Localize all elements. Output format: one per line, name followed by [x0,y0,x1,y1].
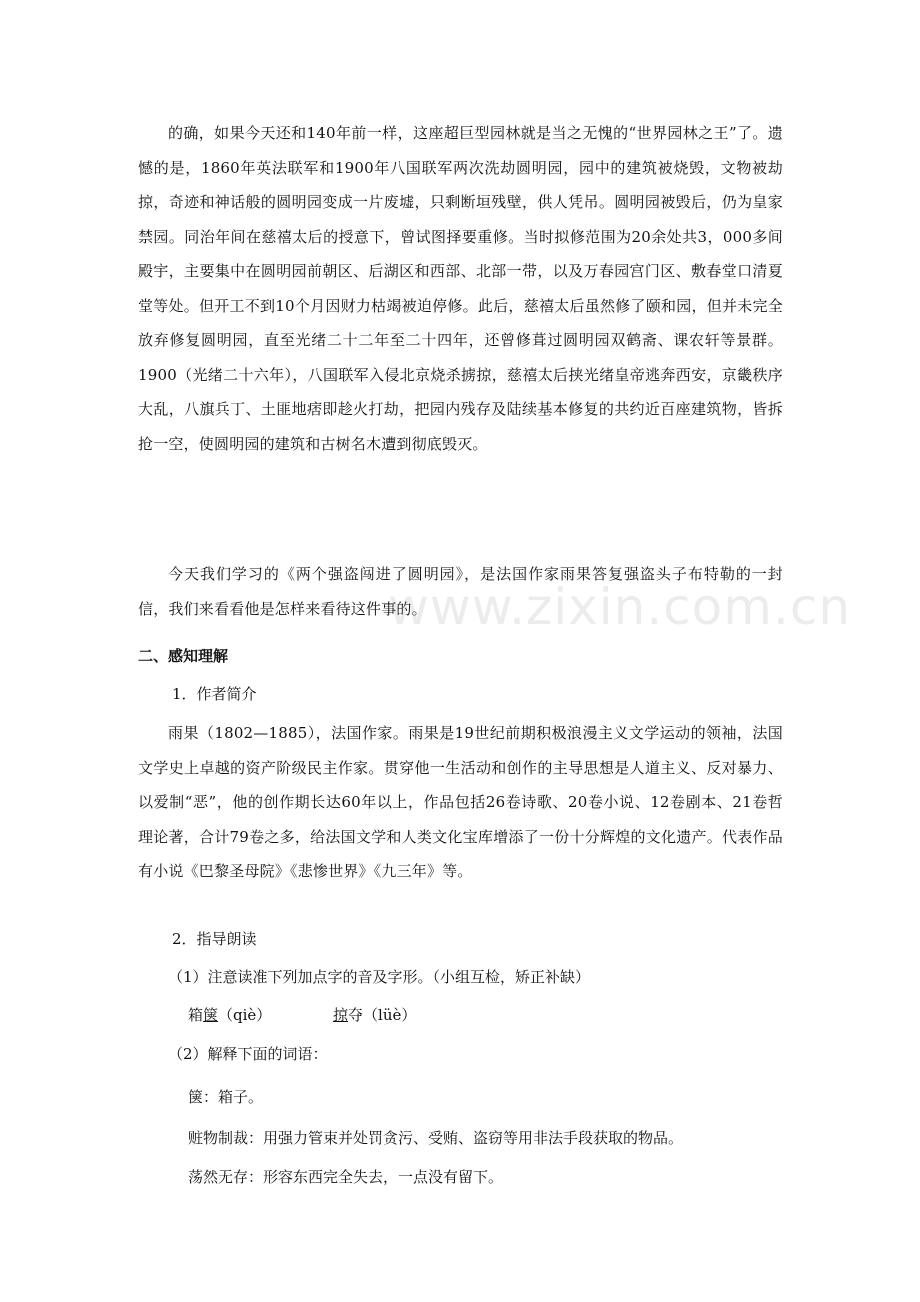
watermark: www.zixin.com.cn [388,578,852,636]
paragraph-lesson-intro: 今天我们学习的《两个强盗闯进了圆明园》，是法国作家雨果答复强盗头子布特勒的一封信，我们来看看他是怎样来看待这件事的。 [138,565,783,618]
vocab-pinyin: （lüè） [363,1006,417,1024]
definition-dangran-wucun: 荡然无存：形容东西完全失去，一点没有留下。 [188,1168,504,1186]
question-explain-words: （2）解释下面的词语： [168,1045,328,1063]
paragraph-yuanmingyuan-history: 的确，如果今天还和140年前一样，这座超巨型园林就是当之无愧的“世界园林之王”了。遗憾的是，1860年英法联军和1900年八国联军两次洗劫圆明园，园中的建筑被烧毁，文物被劫掠，奇迹和神话般的圆明园变成一片废墟，只剩断垣残壁，供人凭吊。圆明园被毁后，仍为皇家禁园。同治年间在慈禧太后的授意下，曾试图择要重修。当时拟修范围为20余处共3，000多间殿宇，主要集中在圆明园前朝区、后湖区和西部、北部一带，以及万春园宫门区、敷春堂口清夏堂等处。但开工不到10个月因财力枯竭被迫停修。此后，慈禧太后虽然修了颐和园，但并未完全放弃修复圆明园，直至光绪二十二年至二十四年，还曾修葺过圆明园双鹤斋、课农轩等景群。1900（光绪二十六年），八国联军入侵北京烧杀掳掠，慈禧太后挟光绪皇帝逃奔西安，京畿秩序大乱，八旗兵丁、土匪地痞即趁火打劫，把园内残存及陆续基本修复的共约近百座建筑物，皆拆抢一空，使圆明园的建筑和古树名木遭到彻底毁灭。 [138,124,783,453]
definition-zangwu-zhicai: 赃物制裁：用强力管束并处罚贪污、受贿、盗窃等用非法手段获取的物品。 [188,1129,684,1147]
section-heading-perception: 二、感知理解 [138,647,229,665]
vocab-pinyin: （qiè） [218,1006,272,1024]
vocab-suffix: 夺 [348,1006,364,1024]
question-pronunciation: （1）注意读准下列加点字的音及字形。（小组互检，矫正补缺） [168,968,591,986]
subheading-author-intro: 1．作者简介 [172,685,257,703]
definition-qie: 箧：箱子。 [188,1088,264,1106]
paragraph-hugo-bio: 雨果（1802—1885），法国作家。雨果是19世纪前期积极浪漫主义文学运动的领袖，法国文学史上卓越的资产阶级民主作家。贯穿他一生活动和创作的主导思想是人道主义、反对暴力、以爱制“恶”，他的创作期长达60年以上，作品包括26卷诗歌、20卷小说、12卷剧本、21卷哲理论著，合计79卷之多，给法国文学和人类文化宝库增添了一份十分辉煌的文化遗产。代表作品有小说《巴黎圣母院》《悲惨世界》《九三年》等。 [138,724,783,880]
vocab-word-lue [333,998,416,1032]
vocab-word-qie [188,998,271,1032]
vocab-dotted-char: 箧 [203,1006,219,1024]
vocab-dotted-char: 掠 [333,1006,349,1024]
vocab-prefix: 箱 [188,1006,204,1024]
subheading-reading-guide: 2．指导朗读 [172,930,257,948]
